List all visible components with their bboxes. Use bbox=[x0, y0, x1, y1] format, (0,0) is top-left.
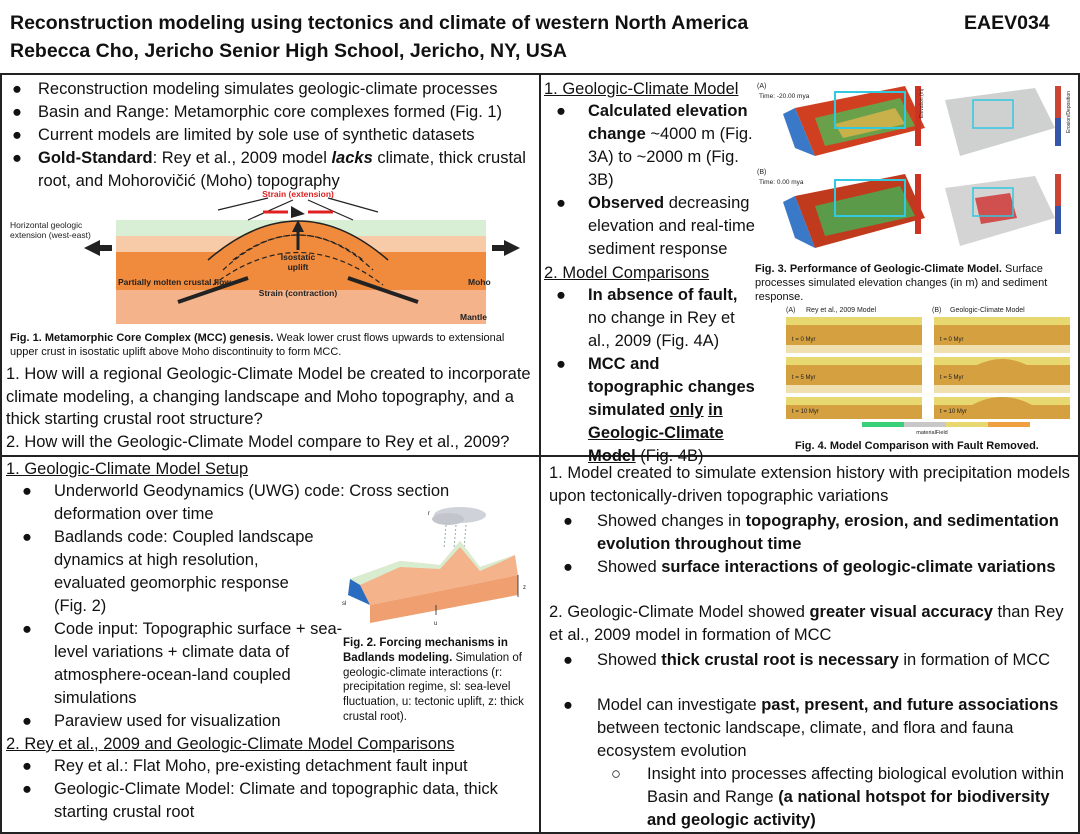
fig2-label: sl bbox=[342, 601, 347, 607]
fig4-time: t = 5 Myr bbox=[940, 375, 964, 381]
fig3-time: Time: -20.00 mya bbox=[759, 93, 810, 100]
fig1-label: Moho bbox=[468, 277, 491, 287]
fig1-caption: Fig. 1. Metamorphic Core Complex (MCC) genesis. Weak lower crust flows upwards to extensional upper crust in isostatic uplift above Moho discontinuity to form MCC. bbox=[10, 332, 505, 358]
fig4-caption: Fig. 4. Model Comparison with Fault Removed. bbox=[795, 440, 1039, 452]
fig4-legend-swatch bbox=[862, 422, 904, 427]
fig2-label: r bbox=[428, 511, 430, 517]
fig3-axis: Elevation (m) bbox=[919, 88, 925, 118]
setup-bullet: ● Badlands code: Coupled landscape dynamics at high resolution, evaluated geomorphic response (Fig. 2) bbox=[22, 528, 314, 615]
fig4-time: t = 10 Myr bbox=[792, 409, 819, 415]
conclusion-bullet: ● Showed thick crustal root is necessary in formation of MCC bbox=[563, 651, 1051, 669]
fig4-time: t = 0 Myr bbox=[792, 337, 816, 343]
setup-bullet: ● Geologic-Climate Model: Climate and topographic data, thick starting crustal root bbox=[22, 780, 498, 821]
fig1-diagram bbox=[8, 190, 534, 328]
fig1-label: Strain (contraction) bbox=[258, 288, 338, 298]
poster-title: Reconstruction modeling using tectonics and climate of western North America bbox=[10, 12, 749, 34]
grid-line-vertical bbox=[539, 73, 541, 834]
fig4-time: t = 0 Myr bbox=[940, 337, 964, 343]
intro-bullet-gold-standard: ● Gold-Standard: Rey et al., 2009 model lacks climate, thick crustal root, and Mohorovičić (Moho) topography bbox=[12, 149, 526, 190]
setup-heading: 1. Geologic-Climate Model Setup bbox=[6, 460, 249, 478]
model-heading: 1. Geologic-Climate Model bbox=[544, 80, 739, 98]
fig4-legend-swatch bbox=[904, 422, 946, 427]
fig3-label: (B) bbox=[757, 169, 767, 176]
comparison-setup-heading: 2. Rey et al., 2009 and Geologic-Climate Model Comparisons bbox=[6, 735, 455, 753]
fig2-diagram bbox=[340, 505, 535, 630]
fig1-label: Strain (extension) bbox=[262, 190, 334, 199]
conclusion-bullet: ● Showed surface interactions of geologic-climate variations bbox=[563, 558, 1056, 576]
setup-bullet: ● Underworld Geodynamics (UWG) code: Cross section deformation over time bbox=[22, 482, 450, 523]
research-questions bbox=[6, 363, 538, 453]
intro-bullet: ● Basin and Range: Metamorphic core complexes formed (Fig. 1) bbox=[12, 103, 503, 121]
fig3-caption: Fig. 3. Performance of Geologic-Climate Model. Surface processes simulated elevation changes (in m) and sediment response. bbox=[755, 263, 1048, 303]
model-bullet: ● In absence of fault, no change in Rey et al., 2009 (Fig. 4A) bbox=[556, 286, 738, 350]
fig4a-panels bbox=[786, 317, 922, 419]
conclusion-bullet: ● Showed changes in topography, erosion, and sedimentation evolution throughout time bbox=[563, 512, 1059, 553]
model-bullet: ● MCC and topographic changes simulated only in Geologic-Climate Model (Fig. 4B) bbox=[556, 355, 755, 465]
fig3a-erosion bbox=[945, 88, 1055, 156]
poster-authors: Rebecca Cho, Jericho Senior High School, Jericho, NY, USA bbox=[10, 40, 567, 62]
fig2-caption: Fig. 2. Forcing mechanisms in Badlands modeling. Simulation of geologic-climate interactions (r: precipitation regime, sl: sea-level fluctuation, u: tectonic uplift, z: thick crustal root). bbox=[343, 637, 524, 723]
fig4b-panels bbox=[934, 317, 1070, 419]
fig4-label: (B) bbox=[932, 307, 942, 314]
fig3-axis: Erosion/Deposition bbox=[1066, 91, 1072, 133]
comparisons-heading: 2. Model Comparisons bbox=[544, 264, 710, 282]
intro-bullet: ● Reconstruction modeling simulates geologic-climate processes bbox=[12, 80, 498, 98]
fig4-title: Rey et al., 2009 Model bbox=[806, 307, 877, 314]
fig2-label: u bbox=[434, 621, 438, 627]
fig1-label: Partially molten crustal flow bbox=[118, 277, 231, 287]
poster-code: EAEV034 bbox=[964, 12, 1050, 34]
model-bullet: ● Calculated elevation change ~4000 m (Fig. 3A) to ~2000 m (Fig. 3B) bbox=[556, 102, 753, 189]
fig3-time: Time: 0.00 mya bbox=[759, 179, 804, 186]
fig1-up-arrow bbox=[291, 206, 305, 218]
fig4-label: (A) bbox=[786, 307, 796, 314]
question-2: 2. How will the Geologic-Climate Model compare to Rey et al., 2009? bbox=[6, 432, 510, 451]
fig3-image bbox=[755, 78, 1077, 260]
fig1-label: extension (west-east) bbox=[10, 230, 91, 240]
fig2-label: z bbox=[523, 585, 526, 591]
fig4-legend-title: materialField bbox=[916, 430, 948, 435]
arrow-right-icon bbox=[504, 240, 520, 256]
fig4-title: Geologic-Climate Model bbox=[950, 307, 1025, 314]
intro-panel bbox=[4, 78, 536, 193]
conclusion-bullet: ● Model can investigate past, present, and future associations between tectonic landscape, climate, and flora and fauna ecosystem evolution bbox=[563, 696, 1059, 760]
model-bullet: ● Observed decreasing elevation and real-time sediment response bbox=[556, 194, 755, 258]
fig4-legend-swatch bbox=[988, 422, 1030, 427]
conclusions-panel bbox=[549, 462, 1073, 832]
setup-bullet: ● Paraview used for visualization bbox=[22, 712, 281, 730]
fig3-label: (A) bbox=[757, 83, 767, 90]
fig4-time: t = 5 Myr bbox=[792, 375, 816, 381]
setup-bullet: ● Code input: Topographic surface + sea-level variations + climate data of atmosphere-ocean-land coupled simulations bbox=[22, 620, 343, 707]
fig1-label: Mantle bbox=[460, 312, 487, 322]
fig1-label: uplift bbox=[287, 262, 309, 272]
setup-bullet: ● Rey et al.: Flat Moho, pre-existing detachment fault input bbox=[22, 757, 468, 775]
fig4-image bbox=[782, 303, 1076, 435]
model-panel bbox=[544, 78, 758, 468]
conclusion-2: 2. Geologic-Climate Model showed greater visual accuracy than Rey et al., 2009 model in formation of MCC bbox=[549, 603, 1064, 644]
fig4-legend-swatch bbox=[946, 422, 988, 427]
fig1-label: Isostatic bbox=[280, 252, 316, 262]
fig1-label: Horizontal geologic bbox=[10, 220, 83, 230]
grid-line-left bbox=[0, 73, 2, 834]
arrow-left-icon bbox=[84, 240, 100, 256]
intro-bullet: ● Current models are limited by sole use of synthetic datasets bbox=[12, 126, 475, 144]
conclusion-1: 1. Model created to simulate extension history with precipitation models upon tectonically-driven topographic variations bbox=[549, 464, 1070, 505]
fig4-time: t = 10 Myr bbox=[940, 409, 967, 415]
conclusion-subbullet: ○ Insight into processes affecting biological evolution within Basin and Range (a national hotspot for biodiversity and geologic activity) bbox=[611, 765, 1065, 829]
question-1: 1. How will a regional Geologic-Climate Model be created to incorporate climate modeling, a changing landscape and Moho topography, and a thick starting crustal root structure? bbox=[6, 365, 531, 428]
